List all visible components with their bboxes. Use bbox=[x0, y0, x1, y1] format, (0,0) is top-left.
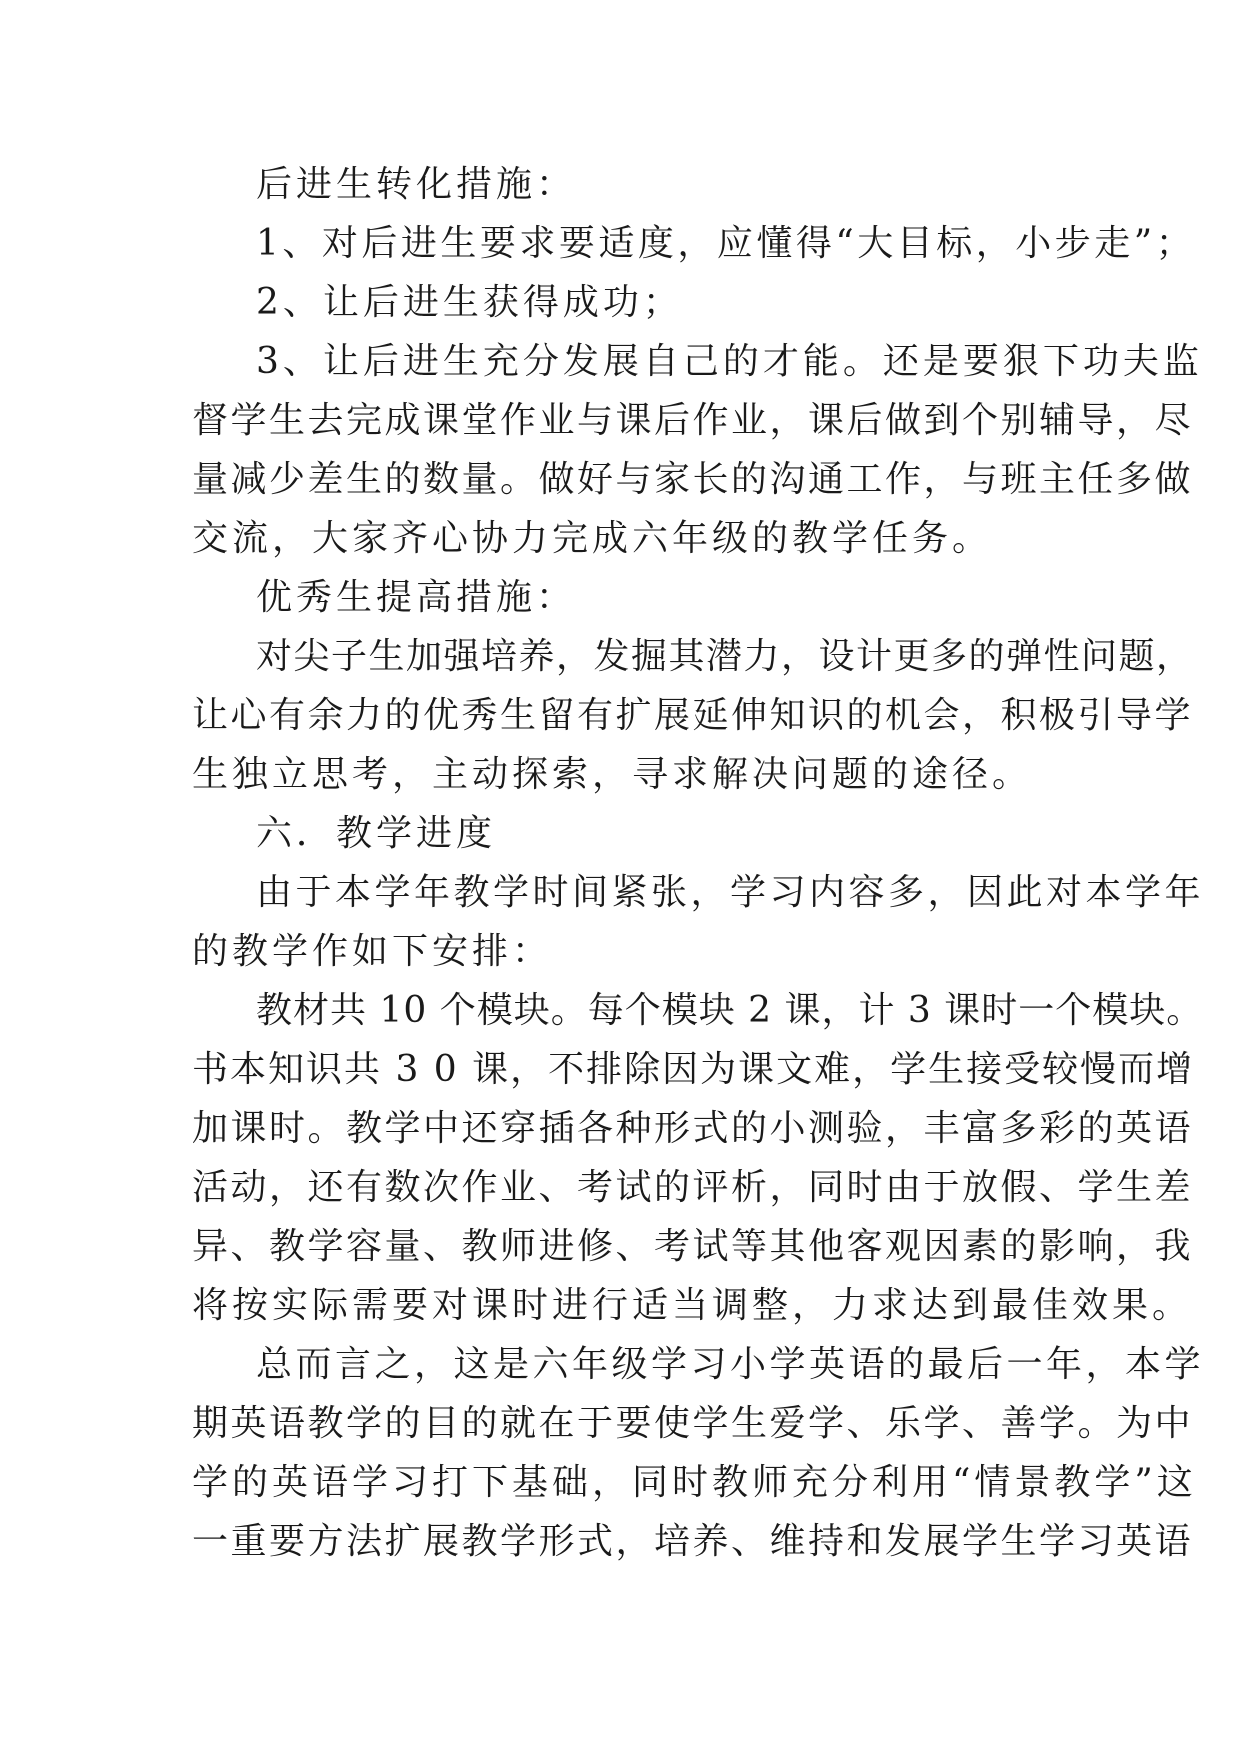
paragraph-line: 生独立思考，主动探索，寻求解决问题的途径。 bbox=[192, 754, 1033, 795]
list-item-3: 3、让后进生充分发展自己的才能。还是要狠下功夫监 bbox=[256, 341, 1203, 382]
paragraph-line: 期英语教学的目的就在于要使学生爱学、乐学、善学。为中 bbox=[192, 1403, 1194, 1444]
paragraph-line: 一重要方法扩展教学形式，培养、维持和发展学生学习英语 bbox=[192, 1521, 1194, 1562]
paragraph-line: 总而言之，这是六年级学习小学英语的最后一年，本学 bbox=[256, 1344, 1205, 1385]
heading-laggard-measures: 后进生转化措施： bbox=[256, 164, 577, 205]
paragraph-line: 对尖子生加强培养，发掘其潜力，设计更多的弹性问题， bbox=[256, 636, 1194, 677]
heading-top-student-measures: 优秀生提高措施： bbox=[256, 577, 577, 618]
list-item-1: 1、对后进生要求要适度，应懂得“大目标，小步走”； bbox=[256, 223, 1196, 264]
paragraph-line: 由于本学年教学时间紧张，学习内容多，因此对本学年 bbox=[256, 872, 1205, 913]
paragraph-line: 学的英语学习打下基础，同时教师充分利用“情景教学”这 bbox=[192, 1462, 1197, 1503]
paragraph-line: 的教学作如下安排： bbox=[192, 931, 553, 972]
paragraph-line: 异、教学容量、教师进修、考试等其他客观因素的影响，我 bbox=[192, 1226, 1194, 1267]
paragraph-line: 督学生去完成课堂作业与课后作业，课后做到个别辅导，尽 bbox=[192, 400, 1194, 441]
list-item-2: 2、让后进生获得成功； bbox=[256, 282, 683, 323]
paragraph-line: 将按实际需要对课时进行适当调整，力求达到最佳效果。 bbox=[192, 1285, 1193, 1326]
paragraph-line: 加课时。教学中还穿插各种形式的小测验，丰富多彩的英语 bbox=[192, 1108, 1194, 1149]
section-heading-teaching-schedule: 六．教学进度 bbox=[256, 813, 497, 854]
paragraph-line: 量减少差生的数量。做好与家长的沟通工作，与班主任多做 bbox=[192, 459, 1194, 500]
paragraph-line: 活动，还有数次作业、考试的评析，同时由于放假、学生差 bbox=[192, 1167, 1194, 1208]
paragraph-line: 让心有余力的优秀生留有扩展延伸知识的机会，积极引导学 bbox=[192, 695, 1194, 736]
paragraph-line: 教材共 10 个模块。每个模块 2 课，计 3 课时一个模块。 bbox=[256, 990, 1204, 1031]
paragraph-line: 交流，大家齐心协力完成六年级的教学任务。 bbox=[192, 518, 993, 559]
paragraph-line: 书本知识共 3 0 课，不排除因为课文难，学生接受较慢而增 bbox=[192, 1049, 1195, 1090]
